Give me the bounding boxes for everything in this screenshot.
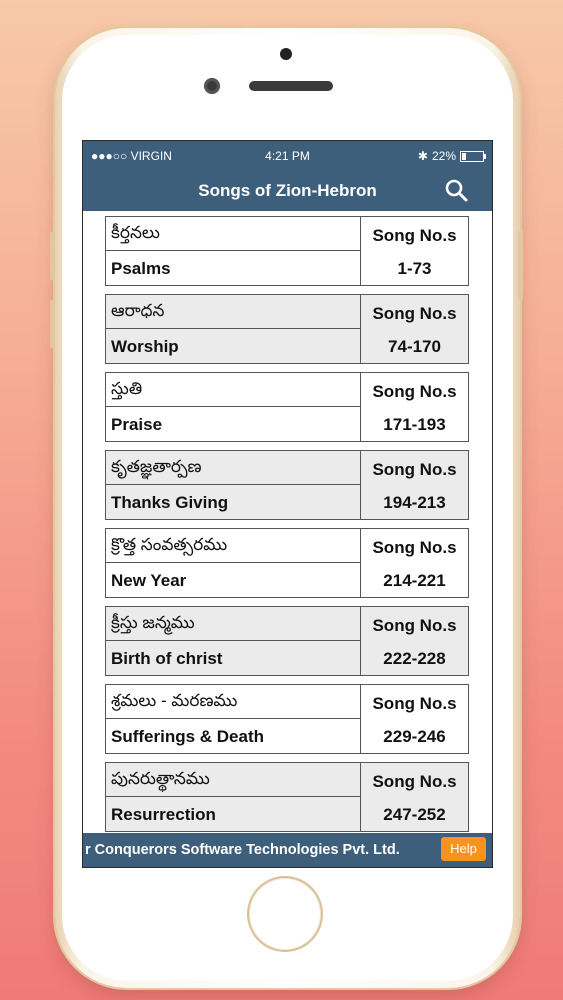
battery-status xyxy=(418,149,484,163)
song-range-cell xyxy=(361,217,468,285)
song-range-value: 214-221 xyxy=(383,571,446,590)
category-card-worship[interactable] xyxy=(105,294,469,364)
category-english-name: Birth of christ xyxy=(106,641,361,675)
volume-button xyxy=(50,300,55,348)
song-range-cell xyxy=(361,373,468,441)
footer-ticker-text: r Conquerors Software Technologies Pvt. Ltd. xyxy=(85,842,400,858)
bluetooth-icon: ✱ xyxy=(417,149,428,163)
power-button xyxy=(518,230,523,300)
category-list xyxy=(105,216,471,840)
battery-icon xyxy=(460,151,484,162)
category-english-name: Sufferings & Death xyxy=(106,719,361,753)
song-range-label: Song No.s xyxy=(372,772,457,791)
category-card-birth-of-christ[interactable] xyxy=(105,606,469,676)
song-range-cell xyxy=(361,451,468,519)
proximity-sensor-icon xyxy=(280,48,292,60)
song-range-label: Song No.s xyxy=(372,538,457,557)
song-range-cell xyxy=(361,295,468,363)
category-telugu-name: స్తుతి xyxy=(106,373,361,407)
category-telugu-name: కృతజ్ఞతార్పణ xyxy=(106,451,361,485)
status-time: 4:21 PM xyxy=(265,149,310,163)
category-telugu-name: పునరుత్థానము xyxy=(106,763,361,797)
category-english-name: Worship xyxy=(106,329,361,363)
nav-bar xyxy=(83,169,492,211)
home-button[interactable] xyxy=(249,878,321,950)
song-range-value: 229-246 xyxy=(383,727,446,746)
category-card-new-year[interactable] xyxy=(105,528,469,598)
song-range-cell xyxy=(361,685,468,753)
category-card-praise[interactable] xyxy=(105,372,469,442)
front-camera-icon xyxy=(204,78,220,94)
category-telugu-name: ఆరాధన xyxy=(106,295,361,329)
earpiece-speaker xyxy=(249,81,333,91)
carrier-label: ●●●○○ VIRGIN xyxy=(91,149,172,163)
song-range-label: Song No.s xyxy=(372,304,457,323)
song-range-value: 222-228 xyxy=(383,649,446,668)
song-range-value: 74-170 xyxy=(388,337,441,356)
battery-percent: 22% xyxy=(431,149,456,163)
category-card-sufferings-death[interactable] xyxy=(105,684,469,754)
song-range-value: 1-73 xyxy=(397,259,432,278)
page-title: Songs of Zion-Hebron xyxy=(198,181,377,200)
help-button[interactable]: Help xyxy=(441,837,486,861)
song-range-label: Song No.s xyxy=(372,694,457,713)
category-telugu-name: క్రొత్త సంవత్సరము xyxy=(106,529,361,563)
category-english-name: New Year xyxy=(106,563,361,597)
category-telugu-name: శ్రమలు - మరణము xyxy=(106,685,361,719)
category-card-thanks-giving[interactable] xyxy=(105,450,469,520)
category-english-name: Psalms xyxy=(106,251,361,285)
song-range-cell xyxy=(361,763,468,831)
category-english-name: Thanks Giving xyxy=(106,485,361,519)
song-range-label: Song No.s xyxy=(372,616,457,635)
song-range-value: 247-252 xyxy=(383,805,446,824)
song-range-value: 171-193 xyxy=(383,415,446,434)
category-telugu-name: కీర్తనలు xyxy=(106,217,361,251)
song-range-label: Song No.s xyxy=(372,460,457,479)
volume-button xyxy=(50,232,55,280)
category-telugu-name: క్రీస్తు జన్మము xyxy=(106,607,361,641)
song-range-label: Song No.s xyxy=(372,382,457,401)
category-english-name: Praise xyxy=(106,407,361,441)
song-range-cell xyxy=(361,529,468,597)
status-bar xyxy=(83,141,492,169)
search-icon[interactable] xyxy=(444,178,468,202)
category-card-resurrection[interactable] xyxy=(105,762,469,832)
category-card-psalms[interactable] xyxy=(105,216,469,286)
song-range-label: Song No.s xyxy=(372,226,457,245)
app-screen xyxy=(82,140,493,868)
footer-bar xyxy=(83,833,492,867)
song-range-cell xyxy=(361,607,468,675)
song-range-value: 194-213 xyxy=(383,493,446,512)
category-english-name: Resurrection xyxy=(106,797,361,831)
